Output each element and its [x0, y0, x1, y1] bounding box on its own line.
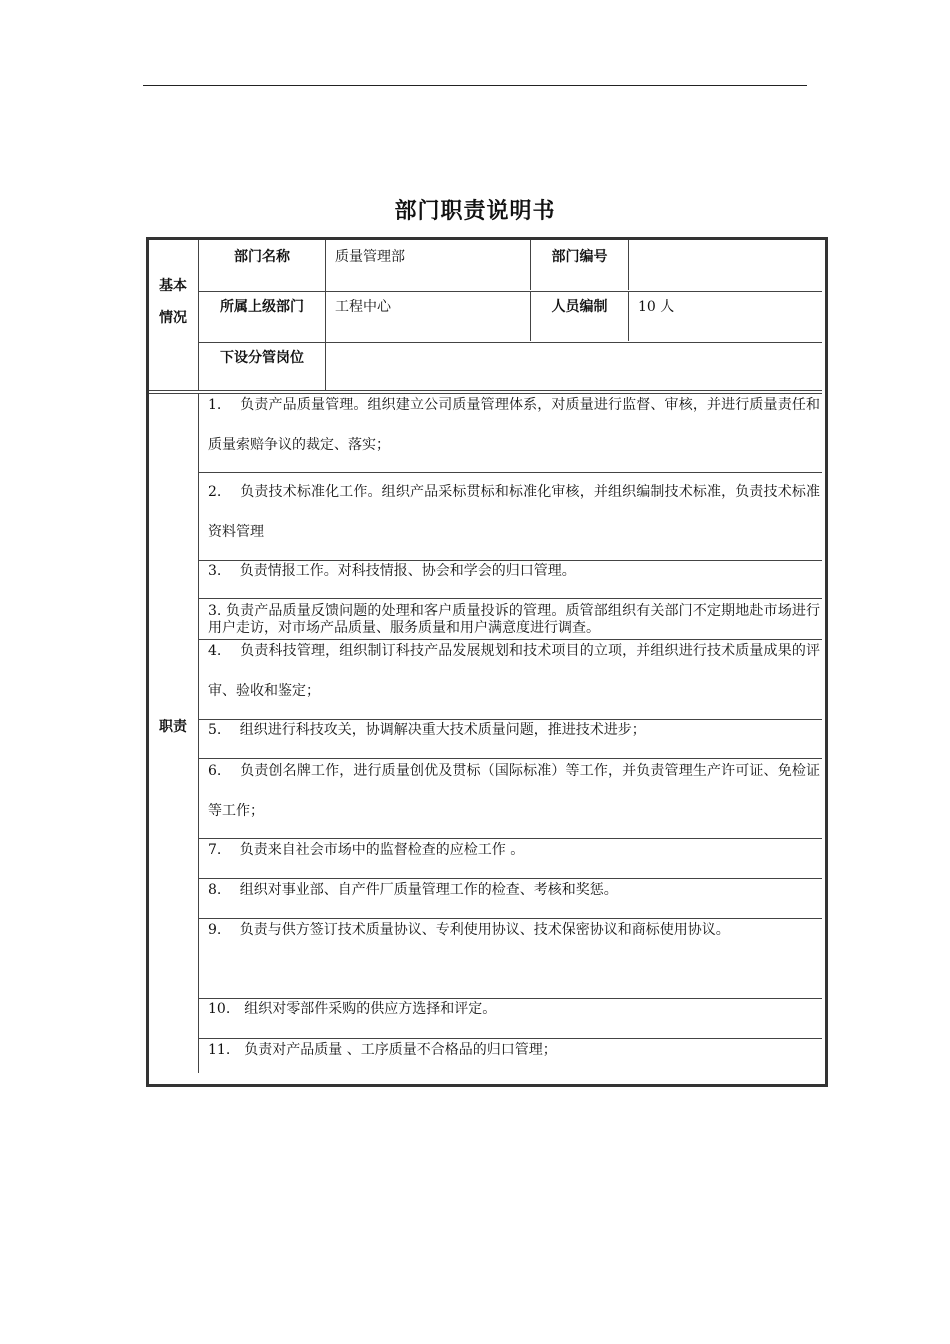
staffing-value: 10 人: [638, 299, 675, 315]
parent-dept-value: 工程中心: [335, 299, 391, 315]
duty-item: 1. 负责产品质量管理。组织建立公司质量管理体系，对质量进行监督、审核，并进行质量责任和质量索赔争议的裁定、落实；: [208, 397, 820, 453]
duty-item: 4. 负责科技管理，组织制订科技产品发展规划和技术项目的立项，并组织进行技术质量成果的评审、验收和鉴定；: [208, 643, 820, 699]
grid-line: [628, 291, 629, 341]
grid-line: [198, 342, 822, 343]
duty-item: 5. 组织进行科技攻关，协调解决重大技术质量问题，推进技术进步；: [208, 722, 646, 738]
sub-posts-label: 下设分管岗位: [220, 350, 304, 366]
duty-item: 2. 负责技术标准化工作。组织产品采标贯标和标准化审核，并组织编制技术标准，负责技术标准资料管理: [208, 484, 820, 540]
duty-item: 3. 负责产品质量反馈问题的处理和客户质量投诉的管理。质管部组织有关部门不定期地赴市场进行用户走访，对市场产品质量、服务质量和用户满意度进行调查。: [208, 603, 820, 636]
basic-label-line1: 基本: [159, 278, 187, 294]
dept-code-label: 部门编号: [551, 249, 608, 265]
document-title: 部门职责说明书: [394, 199, 556, 224]
parent-dept-label: 所属上级部门: [220, 299, 304, 315]
grid-line: [198, 291, 822, 292]
duty-item: 10. 组织对零部件采购的供应方选择和评定。: [208, 1001, 497, 1017]
duty-item: 8. 组织对事业部、自产件厂质量管理工作的检查、考核和奖惩。: [208, 882, 618, 898]
basic-label-line2: 情况: [159, 310, 187, 326]
dept-name-value: 质量管理部: [335, 249, 405, 265]
duty-item: 11. 负责对产品质量 、工序质量不合格品的归口管理；: [208, 1042, 557, 1058]
basic-section-label: [147, 275, 199, 327]
staffing-label: 人员编制: [551, 299, 608, 315]
grid-line: [325, 240, 326, 390]
grid-line: [198, 598, 822, 599]
duty-item: 9. 负责与供方签订技术质量协议、专利使用协议、技术保密协议和商标使用协议。: [208, 922, 730, 938]
dept-name-label: 部门名称: [234, 249, 290, 265]
duties-section-label: 职责: [159, 719, 187, 735]
header-rule: [143, 85, 807, 86]
grid-line: [628, 240, 629, 290]
duty-item: 7. 负责来自社会市场中的监督检查的应检工作 。: [208, 842, 525, 858]
duty-item: 3. 负责情报工作。对科技情报、协会和学会的归口管理。: [208, 563, 576, 579]
duty-item: 6. 负责创名牌工作，进行质量创优及贯标（国际标准）等工作，并负责管理生产许可证、免检证等工作；: [208, 763, 820, 819]
